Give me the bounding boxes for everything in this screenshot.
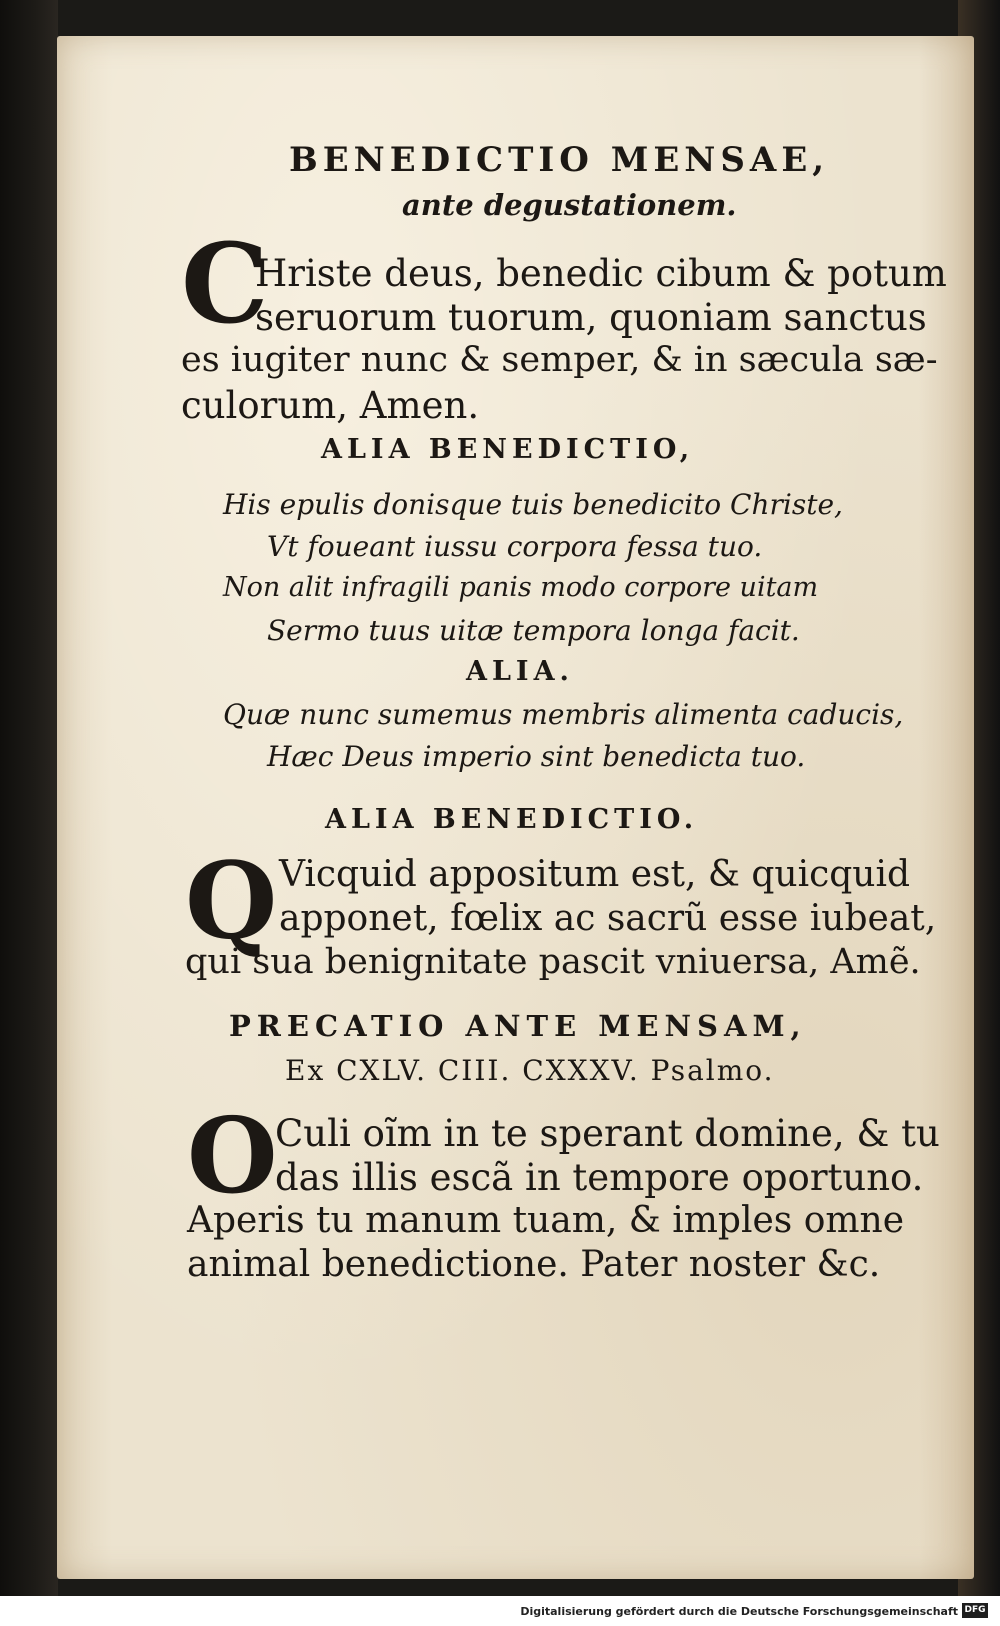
verse2-line-2: Hæc Deus imperio sint benedicta tuo. — [267, 740, 806, 773]
section3-line-2: das illis escã in tempore oportuno. — [275, 1156, 924, 1199]
verse1-line-4: Sermo tuus uitæ tempora longa facit. — [267, 614, 800, 647]
verse1-line-2: Vt foueant iussu corpora fessa tuo. — [267, 530, 763, 563]
book-page — [57, 36, 974, 1579]
footer-bar — [0, 1596, 1000, 1626]
section2-line-2: apponet, fœlix ac sacrũ esse iubeat, — [279, 898, 937, 939]
section1-line-1: Hriste deus, benedic cibum & potum — [255, 252, 947, 295]
section1-line-2: seruorum tuorum, quoniam sanctus — [255, 296, 927, 339]
dropcap-c: C — [181, 219, 269, 348]
heading-alia-benedictio: ALIA BENEDICTIO, — [321, 434, 695, 465]
verse2-line-1: Quæ nunc sumemus membris alimenta caducis, — [223, 698, 904, 731]
section1-line-4: culorum, Amen. — [181, 384, 480, 427]
dropcap-o: O — [187, 1094, 278, 1217]
section2-line-1: Vicquid appositum est, & quicquid — [279, 854, 911, 895]
section2-line-3: qui sua benignitate pascit vniuersa, Amẽ. — [185, 942, 921, 982]
section1-line-3: es iugiter nunc & semper, & in sæcula sæ- — [181, 340, 938, 380]
dropcap-q: Q — [185, 838, 278, 963]
dfg-logo: DFG — [962, 1603, 988, 1618]
section3-line-3: Aperis tu manum tuam, & imples omne — [187, 1200, 904, 1241]
section3-line-4: animal benedictione. Pater noster &c. — [187, 1244, 881, 1285]
subheading-psalmo: Ex CXLV. CIII. CXXXV. Psalmo. — [285, 1054, 775, 1087]
verse1-line-1: His epulis donisque tuis benedicito Christe, — [223, 488, 843, 521]
section3-line-1: Culi oĩm in te sperant domine, & tu — [275, 1112, 940, 1155]
book-binding-edge — [0, 0, 58, 1596]
footer-credit: Digitalisierung gefördert durch die Deutsche Forschungsgemeinschaft — [520, 1605, 958, 1618]
heading-precatio: PRECATIO ANTE MENSAM, — [229, 1009, 807, 1043]
heading-alia: ALIA. — [466, 656, 574, 687]
heading-alia-benedictio-2: ALIA BENEDICTIO. — [325, 804, 699, 835]
verse1-line-3: Non alit infragili panis modo corpore uitam — [223, 572, 819, 603]
page-title: BENEDICTIO MENSAE, — [289, 140, 830, 180]
page-subtitle: ante degustationem. — [402, 188, 737, 222]
